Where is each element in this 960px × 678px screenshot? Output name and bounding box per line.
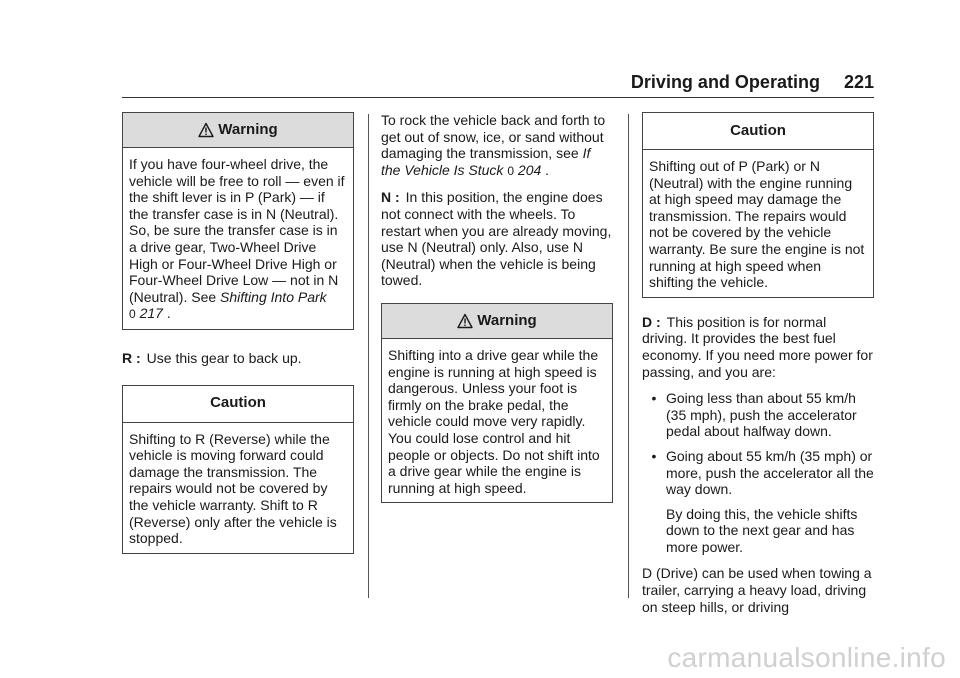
bullet-icon: • <box>651 390 657 407</box>
xref-shifting-into-park[interactable]: Shifting Into Park <box>220 288 327 305</box>
n-paragraph: N : In this position, the engine does not connect with the wheels. To restart when you are already moving, use N (Neutral) only. Also, use N (Neutral) when the vehicle is being towed. <box>381 189 612 289</box>
d-label: D : <box>642 313 661 330</box>
d-paragraph: D : This position is for normal driving. It provides the best fuel economy. If you need more power for passing, and you are: <box>642 313 873 380</box>
warning-title: Warning <box>218 120 278 138</box>
caution-header: Caution <box>643 113 873 150</box>
column-1 <box>122 112 354 568</box>
warning-body: If you have four-wheel drive, the vehicle will be free to roll — even if the shift lever is in P (Park) — if the transfer case is in N (Neutral). So, be sure the transfer case is in a drive gear, Two-Wheel Drive High or Four-Wheel Drive High or Four-Wheel Drive Low — not in N (Neutral). See Shifting Into Park 0 217 . <box>129 156 345 322</box>
watermark: carmanualsonline.info <box>667 642 946 673</box>
warning-box-high-speed <box>381 303 613 503</box>
xref-page-204[interactable]: 204 <box>517 161 542 178</box>
page-ref-icon: 0 <box>129 307 136 322</box>
xref-page-217[interactable]: 217 <box>139 305 163 322</box>
r-paragraph: R : Use this gear to back up. <box>122 349 302 366</box>
bullet-icon: • <box>651 447 657 464</box>
caution-box-reverse <box>122 385 354 554</box>
warning-header <box>123 113 353 148</box>
n-label: N : <box>381 189 400 206</box>
warning-header <box>382 304 612 339</box>
caution-box-park-neutral <box>642 112 874 298</box>
warning-body: Shifting into a drive gear while the engine is running at high speed is dangerous. Unless your foot is firmly on the brake pedal, the vehicle could move very rapidly. You could lose control and hit people or objects. Do not shift into a drive gear while the engine is running at high speed. <box>388 346 600 496</box>
column-divider-2 <box>628 114 629 598</box>
section-title: Driving and Operating <box>630 72 820 92</box>
caution-body: Shifting out of P (Park) or N (Neutral) with the engine running at high speed may damage the transmission. The repairs would not be covered by the vehicle warranty. Be sure the engine is not running at high speed when shifting the vehicle. <box>649 158 865 291</box>
column-2 <box>381 112 613 517</box>
tail-paragraph: D (Drive) can be used when towing a trailer, carrying a heavy load, driving on steep hills, or driving <box>642 565 872 615</box>
caution-body: Shifting to R (Reverse) while the vehicle is moving forward could damage the transmission. The repairs would not be covered by the vehicle warranty. Shift to R (Reverse) only after the vehicle is stopped. <box>129 430 337 547</box>
page-number: 221 <box>843 72 874 92</box>
r-label: R : <box>122 349 141 366</box>
page-header <box>631 72 874 93</box>
xref-vehicle-stuck[interactable]: If the Vehicle Is Stuck <box>381 145 591 178</box>
caution-header: Caution <box>123 386 353 423</box>
column-divider-1 <box>368 114 369 598</box>
list-item: • Going about 55 km/h (35 mph) or more, push the accelerator all the way down. <box>642 448 874 498</box>
column-3 <box>642 112 874 625</box>
header-rule <box>122 97 874 98</box>
warning-box-awd <box>122 112 354 330</box>
warning-triangle-icon <box>457 313 473 329</box>
warning-triangle-icon <box>198 122 214 138</box>
warning-title: Warning <box>477 311 537 329</box>
page-ref-icon: 0 <box>507 163 515 178</box>
bullet-followup: By doing this, the vehicle shifts down to the next gear and has more power. <box>666 505 858 555</box>
list-item: • Going less than about 55 km/h (35 mph), push the accelerator pedal about halfway down. <box>642 390 874 440</box>
rock-paragraph: To rock the vehicle back and forth to get out of snow, ice, or sand without damaging the transmission, see If the Vehicle Is Stuck 0 204 . <box>381 112 606 178</box>
